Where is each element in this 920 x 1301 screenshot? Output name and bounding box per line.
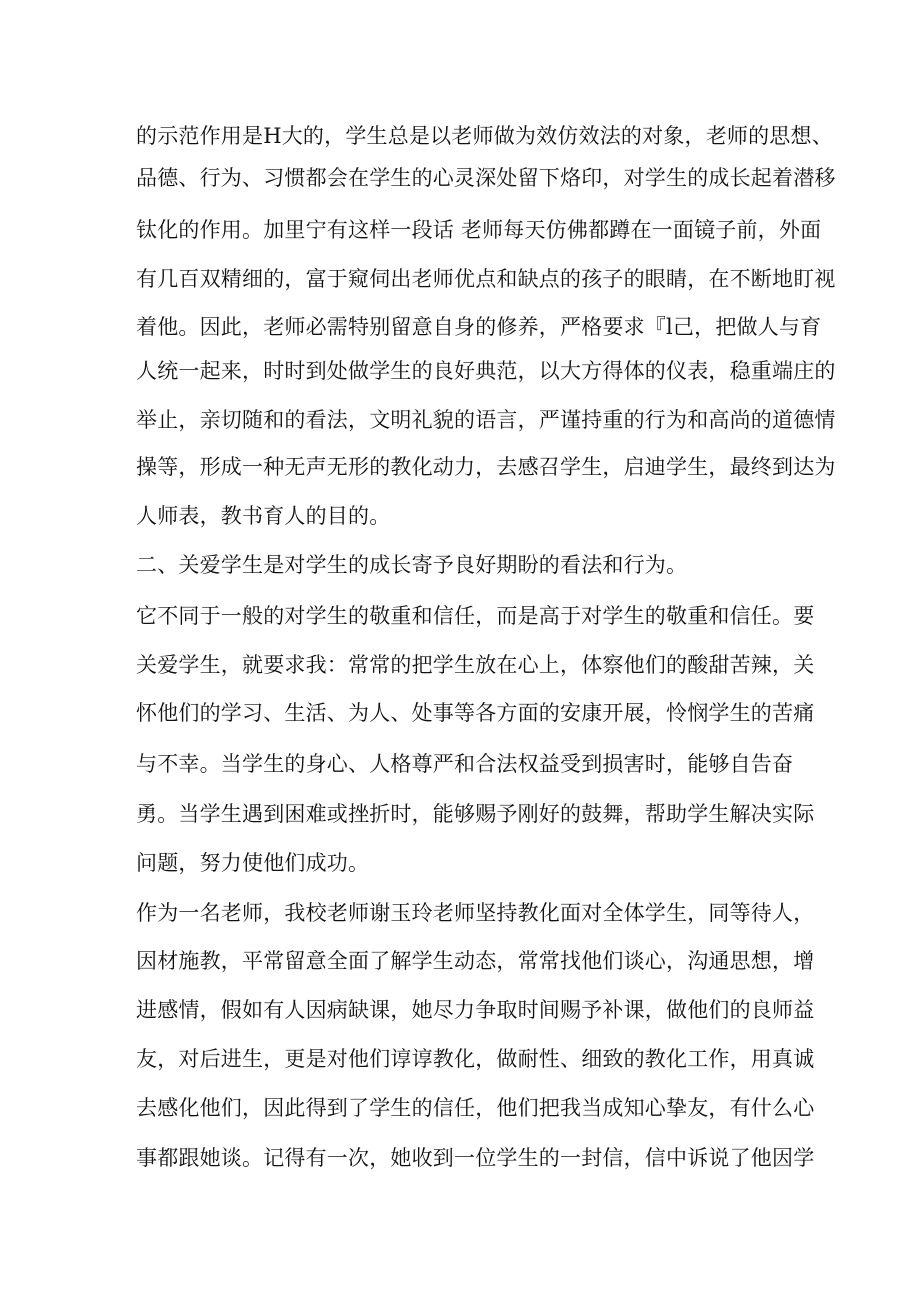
text-line: 怀他们的学习、生活、为人、处事等各方面的安康开展，怜悯学生的苦痛 [136,701,815,725]
text-line: 着他。因此，老师必需特别留意自身的修养，严格要求『l己，把做人与育 [136,315,822,339]
text-line: 它不同于一般的对学生的敬重和信任，而是高于对学生的敬重和信任。要 [136,604,815,628]
text-line: 举止，亲切随和的看法，文明礼貌的语言，严谨持重的行为和高尚的道德情 [136,408,836,432]
section-heading: 二、关爱学生是对学生的成长寄予良好期盼的看法和行为。 [136,553,688,577]
text-line: 事都跟她谈。记得有一次，她收到一位学生的一封信，信中诉说了他因学 [136,1146,815,1170]
text-line: 因材施教，平常留意全面了解学生动态，常常找他们谈心，沟通思想，增 [136,949,815,973]
text-line: 关爱学生，就要求我：常常的把学生放在心上，体察他们的酸甜苦辣，关 [136,653,815,677]
text-line: 作为一名老师，我校老师谢玉玲老师坚持教化面对全体学生，同等待人， [136,901,815,925]
text-line: 进感情，假如有人因病缺课，她尽力争取时间赐予补课，做他们的良师益 [136,998,815,1022]
text-line: 钛化的作用。加里宁有这样一段话 老师每天仿佛都蹲在一面镜子前，外面 [136,218,822,242]
text-line: 勇。当学生遇到困难或挫折时，能够赐予刚好的鼓舞，帮助学生解决实际 [136,802,815,826]
text-line: 与不幸。当学生的身心、人格尊严和合法权益受到损害时，能够自告奋 [136,752,794,776]
text-line: 人统一起来，时时到处做学生的良好典范，以大方得体的仪表，稳重端庄的 [136,359,836,383]
text-line: 去感化他们，因此得到了学生的信任，他们把我当成知心挚友，有什么心 [136,1096,815,1120]
text-line: 人师表，教书育人的目的。 [136,504,391,528]
text-line: 友，对后进生，更是对他们谆谆教化，做耐性、细致的教化工作，用真诚 [136,1047,815,1071]
text-line: 品德、行为、习惯都会在学生的心灵深处留下烙印，对学生的成长起着潜移 [136,166,836,190]
text-line: 的示范作用是H大的，学生总是以老师做为效仿效法的对象，老师的思想、 [136,124,833,148]
text-line: 有几百双精细的，富于窥伺出老师优点和缺点的孩子的眼睛，在不断地盯视 [136,267,836,291]
text-line: 操等，形成一种无声无形的教化动力，去感召学生，启迪学生，最终到达为 [136,455,836,479]
text-line: 问题，努力使他们成功。 [136,851,370,875]
